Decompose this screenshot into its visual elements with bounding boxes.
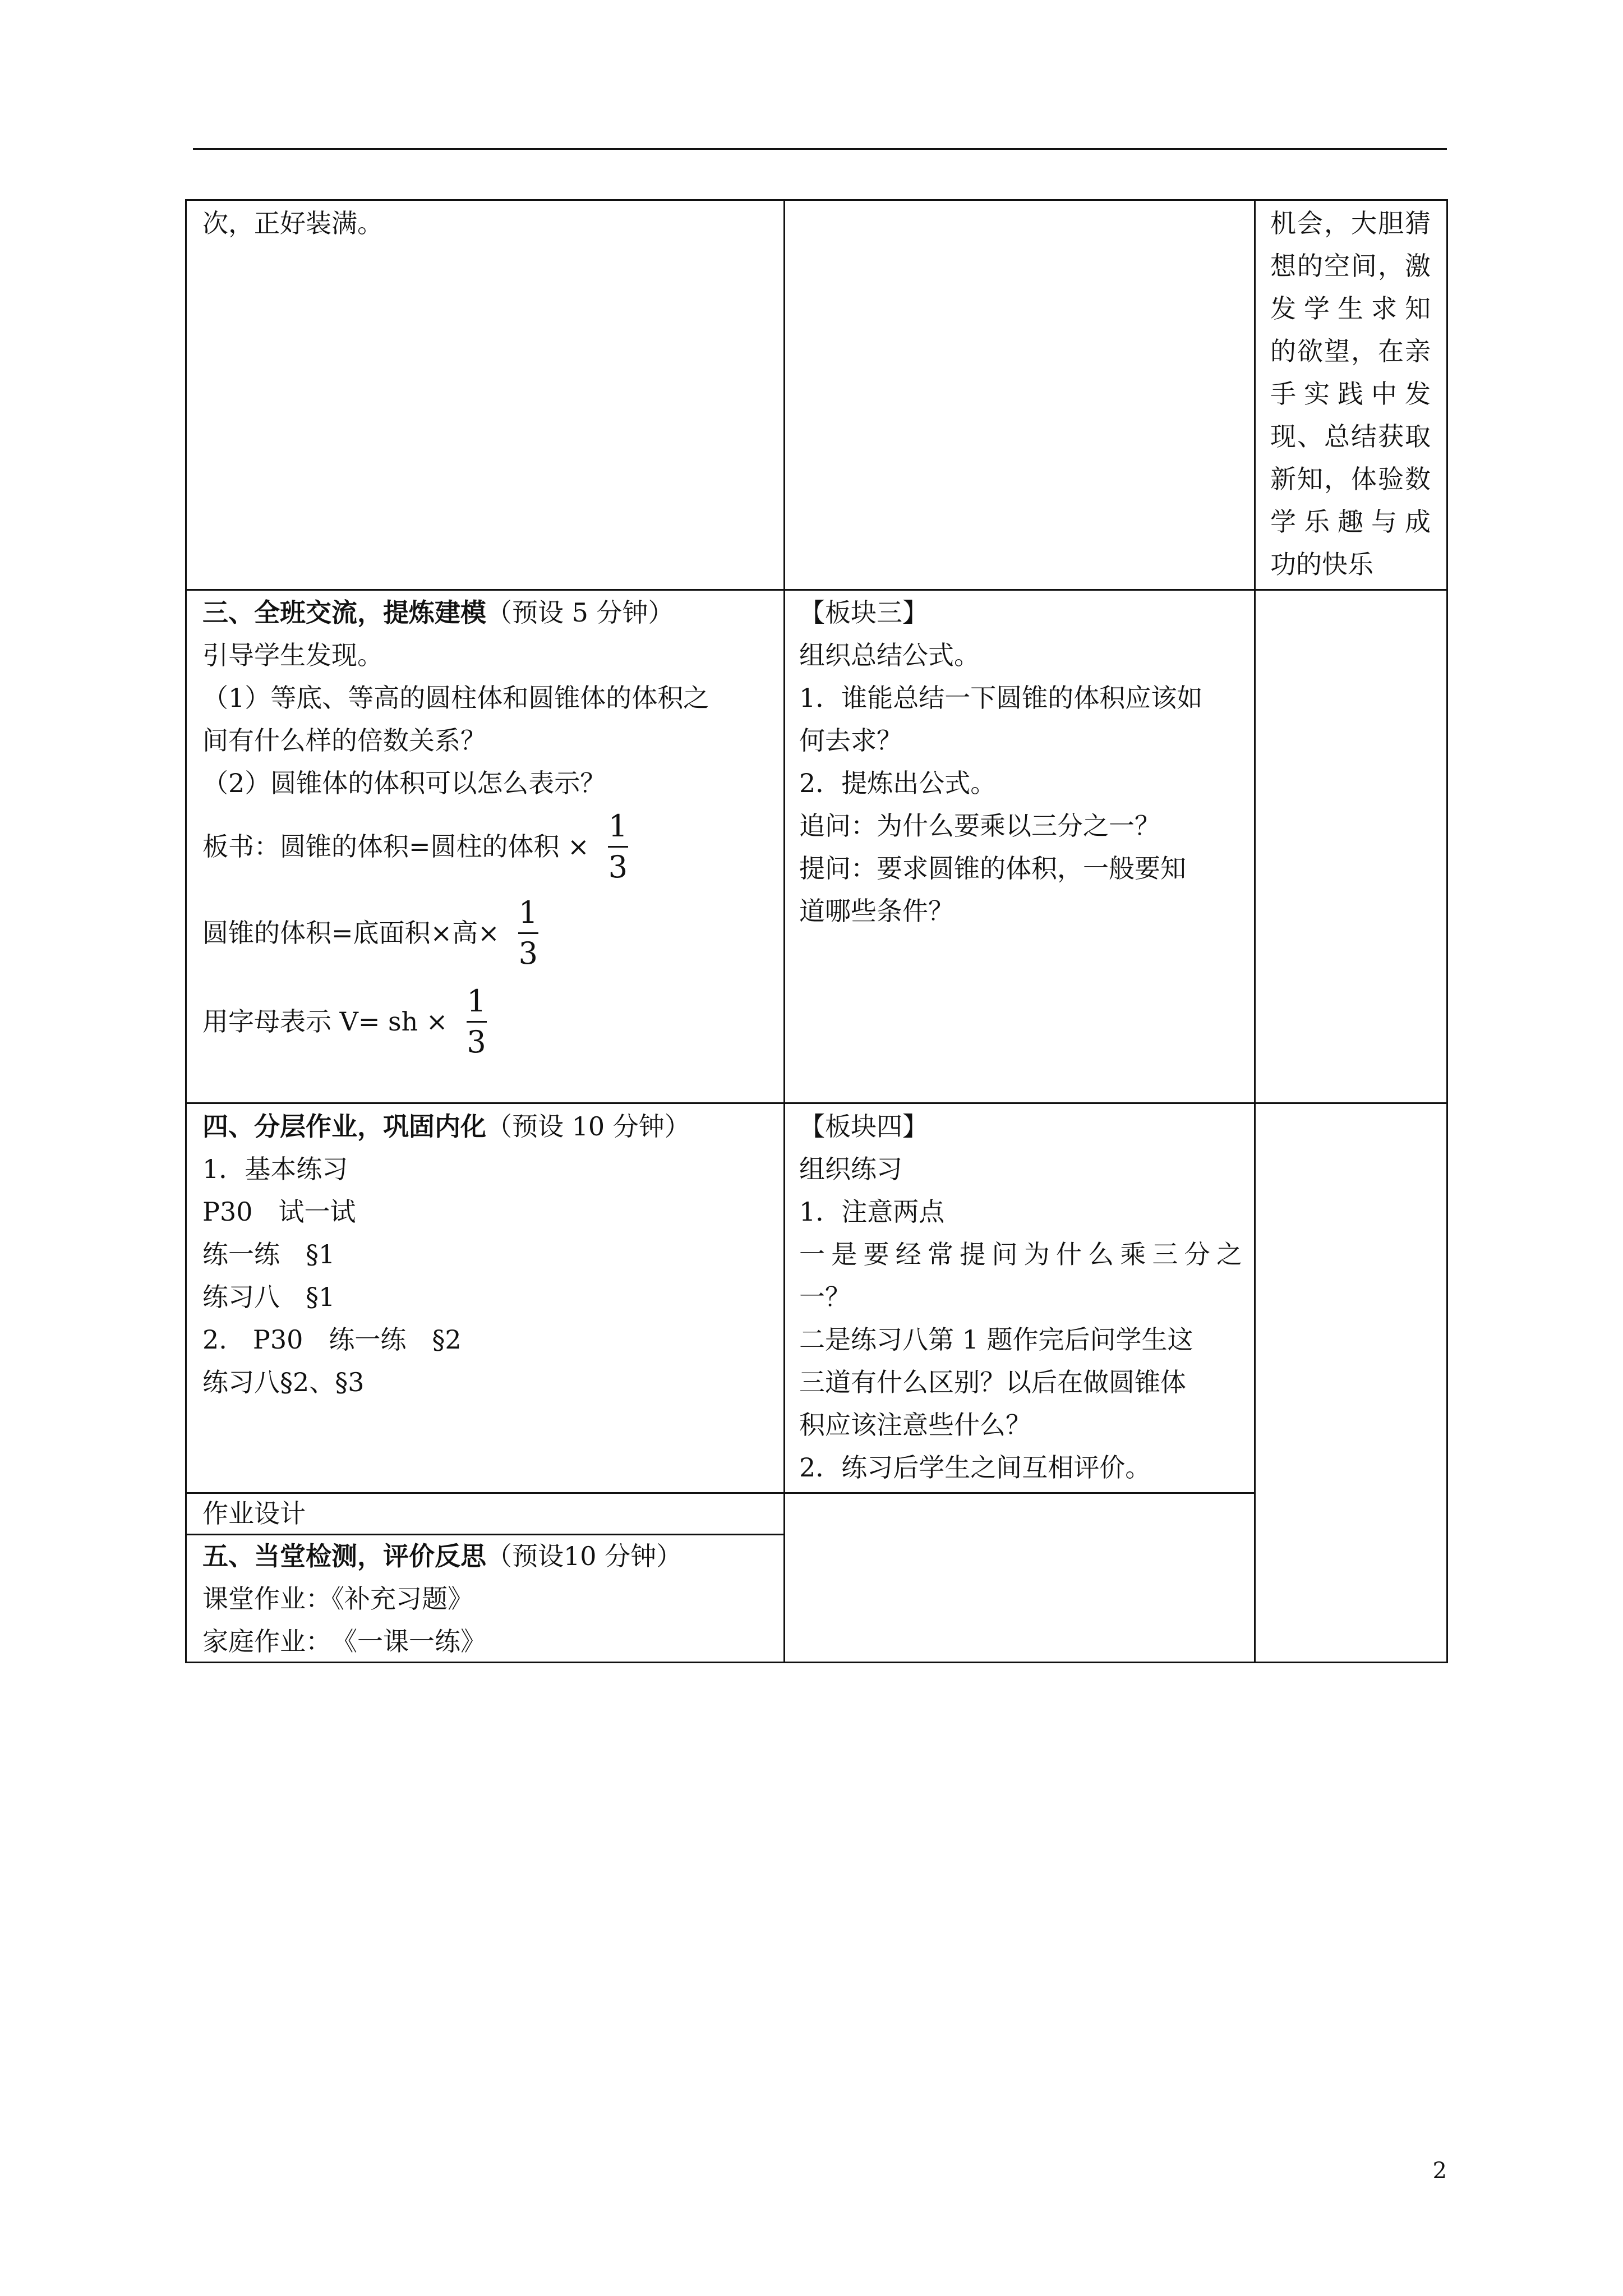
- formula-text: 板书：圆锥的体积=圆柱的体积 ×: [202, 831, 589, 862]
- text-line: 2．练习后学生之间互相评价。: [799, 1452, 1151, 1483]
- fraction: [517, 894, 540, 972]
- text-line: 何去求？: [799, 725, 902, 756]
- fraction: [606, 808, 630, 886]
- text-line: 追问：为什么要乘以三分之一？: [799, 811, 1160, 841]
- header-rule: [193, 148, 1447, 150]
- text-line: 提问：要求圆锥的体积，一般要知: [799, 853, 1186, 884]
- formula-line: [202, 889, 774, 977]
- text-line: （1）等底、等高的圆柱体和圆锥体的体积之: [202, 683, 709, 713]
- text-line: 想的空间，激: [1270, 251, 1431, 281]
- text-line: 家庭作业： 《一课一练》: [202, 1626, 486, 1657]
- text-line: 2. P30 练一练 §2: [202, 1324, 462, 1355]
- section-heading: [202, 1105, 774, 1148]
- text-line: 手实践中发: [1270, 379, 1431, 409]
- section-heading: [202, 591, 774, 634]
- section-heading-time: （预设10 分钟）: [486, 1541, 683, 1571]
- text-line: 积应该注意些什么？: [799, 1410, 1031, 1440]
- section-heading-time: （预设 5 分钟）: [486, 597, 674, 628]
- text-line: 机会，大胆猜: [1270, 208, 1431, 238]
- text-line: 一？: [799, 1282, 851, 1312]
- text-line: 功的快乐: [1270, 549, 1373, 579]
- text-line: 1．谁能总结一下圆锥的体积应该如: [799, 683, 1203, 713]
- text-line: 练习八 §1: [202, 1282, 335, 1312]
- text-line: 学乐趣与成: [1270, 507, 1431, 537]
- text-line: 间有什么样的倍数关系？: [202, 725, 486, 756]
- text-line: P30 试一试: [202, 1197, 356, 1227]
- fraction-numerator: 1: [608, 808, 628, 844]
- formula-line: [202, 804, 774, 889]
- formula-line: [202, 977, 774, 1066]
- fraction-numerator: 1: [518, 894, 538, 930]
- row2-col1-cell: [202, 591, 774, 1066]
- fraction-bar: [608, 846, 628, 848]
- text-line: 引导学生发现。: [202, 640, 383, 670]
- formula-text: 用字母表示 V= sh ×: [202, 1006, 448, 1037]
- text-line: （2）圆锥体的体积可以怎么表示？: [202, 768, 606, 798]
- section-heading-bold: 三、全班交流，提炼建模: [202, 597, 486, 628]
- text-line: 【板块四】: [799, 1111, 928, 1142]
- fraction-numerator: 1: [467, 983, 486, 1019]
- fraction: [464, 983, 488, 1061]
- fraction-denominator: 3: [608, 849, 628, 885]
- fraction-bar: [467, 1021, 487, 1023]
- row5-col1-cell: [202, 1535, 774, 1663]
- text-line: 2．提炼出公式。: [799, 768, 997, 798]
- row3-col1-cell: [202, 1105, 774, 1404]
- row3-col2-cell: [799, 1105, 1242, 1489]
- text-line: 1．注意两点: [799, 1197, 945, 1227]
- column-divider: [1254, 201, 1256, 1662]
- text-line: 【板块三】: [799, 597, 928, 628]
- text-line: 二是练习八第 1 题作完后问学生这: [799, 1324, 1193, 1355]
- text-line: 的欲望，在亲: [1270, 336, 1431, 366]
- section-heading-bold: 五、当堂检测，评价反思: [202, 1541, 486, 1571]
- text-line: 现、总结获取: [1270, 421, 1431, 452]
- text-line: 练一练 §1: [202, 1239, 335, 1269]
- page-number: 2: [1432, 2158, 1447, 2184]
- text-line: 1．基本练习: [202, 1154, 348, 1184]
- formula-text: 圆锥的体积=底面积×高×: [202, 918, 500, 948]
- text-line: 新知，体验数: [1270, 464, 1431, 494]
- text-line: 一是要经常提问为什么乘三分之: [799, 1239, 1242, 1269]
- row-divider: [187, 589, 1446, 591]
- row1-col1-cell: [202, 202, 769, 245]
- text-line: 练习八§2、§3: [202, 1367, 365, 1397]
- text-line: 发学生求知: [1270, 293, 1431, 324]
- row-divider: [187, 1102, 1446, 1104]
- row-divider: [785, 1492, 1256, 1494]
- lesson-plan-table: [185, 199, 1448, 1663]
- text-line: 组织练习: [799, 1154, 902, 1184]
- text-line: 课堂作业：《补充习题》: [202, 1584, 473, 1614]
- fraction-denominator: 3: [467, 1024, 486, 1060]
- row1-col3-cell: [1270, 202, 1431, 586]
- text-line: 组织总结公式。: [799, 640, 980, 670]
- section-heading: [202, 1535, 774, 1577]
- section-heading-bold: 四、分层作业，巩固内化: [202, 1111, 486, 1142]
- row2-col2-cell: [799, 591, 1242, 932]
- row4-col1-cell: [202, 1492, 774, 1535]
- text-line: 三道有什么区别？以后在做圆锥体: [799, 1367, 1186, 1397]
- text-line: 次，正好装满。: [202, 208, 383, 238]
- column-divider: [783, 201, 785, 1662]
- fraction-bar: [518, 932, 538, 934]
- section-heading-time: （预设 10 分钟）: [486, 1111, 690, 1142]
- text-line: 道哪些条件？: [799, 896, 954, 926]
- text-line: 作业设计: [202, 1498, 306, 1529]
- fraction-denominator: 3: [518, 935, 538, 971]
